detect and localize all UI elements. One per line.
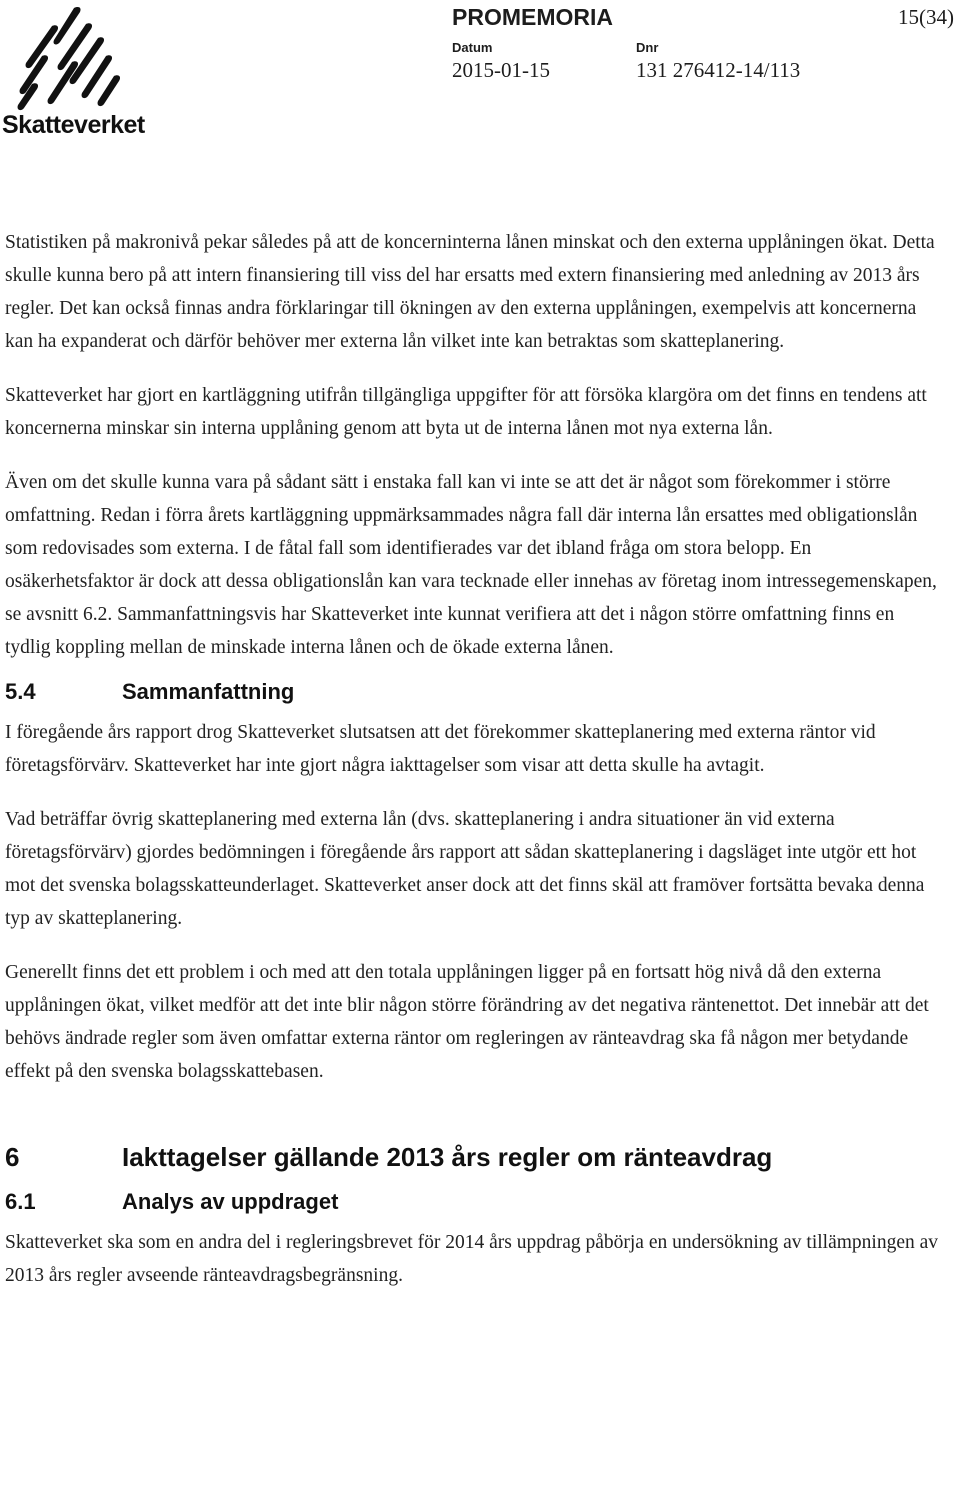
- dnr-label: Dnr: [636, 40, 659, 55]
- page-number: 15(34): [898, 5, 954, 29]
- paragraph: Generellt finns det ett problem i och med att den totala upplåningen ligger på en fortsatt hög nivå då den externa upplåningen ökat, vilket medför att det inte blir någon större förändring av det negativa räntenettot. Det innebär att det behövs ändrade regler som även omfattar externa räntor om regleringen av ränteavdrag ska få någon mer betydande effekt på den svenska bolagsskattebasen.: [5, 962, 929, 1082]
- section-number: 6: [5, 1142, 20, 1172]
- section-title: Sammanfattning: [122, 679, 295, 704]
- document-type-title: PROMEMORIA: [452, 4, 613, 30]
- section-title: Iakttagelser gällande 2013 års regler om ränteavdrag: [122, 1142, 773, 1172]
- section-number: 6.1: [5, 1189, 36, 1214]
- date-label: Datum: [452, 40, 493, 55]
- paragraph: Statistiken på makronivå pekar således på att de koncerninterna lånen minskat och den externa upplåningen ökat. Detta skulle kunna bero på att intern finansiering till viss del har ersatts med extern finansiering med anledning av 2013 års regler. Det kan också finnas andra förklaringar till ökningen av den externa upplåningen, exempelvis att koncernerna kan ha expanderat och därför behöver mer externa lån vilket inte kan betraktas som skatteplanering.: [5, 232, 935, 352]
- document-body: [5, 226, 940, 1292]
- dnr-value: 131 276412-14/113: [636, 58, 801, 82]
- section-number: 5.4: [5, 679, 36, 704]
- logo-wordmark: Skatteverket: [2, 111, 145, 139]
- paragraph: Skatteverket ska som en andra del i regleringsbrevet för 2014 års uppdrag påbörja en undersökning av tillämpningen av 2013 års regler avseende ränteavdragsbegränsning.: [5, 1232, 939, 1286]
- date-value: 2015-01-15: [452, 58, 550, 82]
- section-title: Analys av uppdraget: [122, 1189, 339, 1214]
- section-heading-6-1: [5, 1186, 940, 1218]
- paragraph: Skatteverket har gjort en kartläggning utifrån tillgängliga uppgifter för att försöka klargöra om det finns en tendens att koncernerna minskar sin interna upplåning genom att byta ut de interna lånen mot nya externa lån.: [5, 385, 927, 439]
- section-heading-5-4: [5, 676, 940, 708]
- paragraph: Även om det skulle kunna vara på sådant sätt i enstaka fall kan vi inte se att det är något som förekommer i större omfattning. Redan i förra årets kartläggning uppmärksammades några fall där interna lån ersattes med obligationslån som redovisades som externa. I de fåtal fall som identifierades var det ibland fråga om stora belopp. En osäkerhetsfaktor är dock att dessa obligationslån kan vara tecknade eller innehas av företag inom intressegemenskapen, se avsnitt 6.2. Sammanfattningsvis har Skatteverket inte kunnat verifiera att det i någon större omfattning finns en tydlig koppling mellan de minskade interna lånen och de ökade externa lånen.: [5, 472, 937, 658]
- section-heading-6: [5, 1140, 940, 1174]
- paragraph: Vad beträffar övrig skatteplanering med externa lån (dvs. skatteplanering i andra situationer än vid externa företagsförvärv) gjordes bedömningen i föregående års rapport att sådan skatteplanering i dagsläget inte utgör ett hot mot det svenska bolagsskatteunderlaget. Skatteverket anser dock att det finns skäl att framöver fortsätta bevaka denna typ av skatteplanering.: [5, 809, 925, 929]
- paragraph: I föregående års rapport drog Skatteverket slutsatsen att det förekommer skatteplanering med externa räntor vid företagsförvärv. Skatteverket har inte gjort några iakttagelser som visar att detta skulle ha avtagit.: [5, 722, 876, 776]
